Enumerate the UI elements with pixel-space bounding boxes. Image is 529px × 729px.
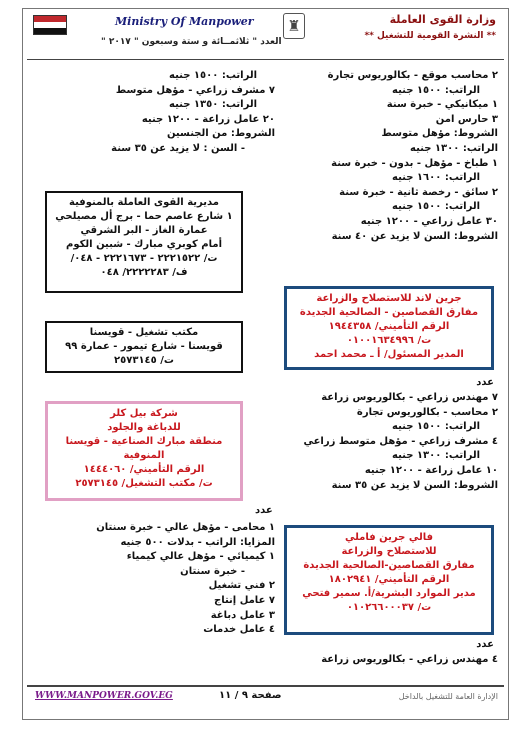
right-jobs-bottom [258, 653, 498, 668]
job-line: ٣ حارس امن [435, 113, 498, 125]
box-line: ت/ ٢٥٧٣١٤٥ [114, 355, 174, 366]
job-line: ٤ مشرف زراعي - مؤهل متوسط زراعي [303, 435, 498, 447]
box-line: المدير المسئول/ أ ـ محمد احمد [314, 349, 464, 360]
count-header: عدد [476, 639, 494, 650]
job-line: ٢ محاسب موقع - بكالوريوس تجارة [327, 70, 498, 81]
ministry-title-ar: وزارة القوى العاملة [389, 13, 496, 26]
job-line: الراتب: ١٣٠٠ جنيه [392, 450, 480, 462]
job-line: الراتب: ١٣٠٠ جنيه [410, 142, 498, 154]
job-line: الشروط: السن لا يزيد عن ٤٠ سنة [331, 230, 498, 242]
job-line: ٢٠ عامل زراعة - ١٢٠٠ جنيه [141, 113, 275, 125]
job-line: الراتب: ١٥٠٠ جنيه [392, 201, 480, 213]
ministry-title-en: Ministry Of Manpower [115, 15, 254, 28]
job-line: ٧ عامل إنتاج [213, 594, 275, 606]
box-line: ت/ ٠١٠٢٦٦٠٠٠٣٧ [346, 602, 432, 613]
job-line: الراتب: ١٥٠٠ جنيه [392, 421, 480, 433]
job-line: ٢ سائق - رخصة ثانية - خبرة سنة [339, 186, 498, 198]
job-line: ٢ محاسب - بكالوريوس تجارة [356, 406, 498, 418]
box-line: مفارق القصاصين-الصالحية الجديدة [303, 560, 475, 571]
footer-admin-name: الإدارة العامة للتشغيل بالداخل [398, 692, 498, 701]
box-line: فالي جرين فاملي [344, 532, 433, 543]
box-line: مفارق القصاصين - الصالحية الجديدة [299, 307, 479, 318]
valley-green-company-box [284, 525, 494, 635]
job-line: ٢ فني تشغيل [208, 580, 275, 592]
box-line: جرين لاند للاستصلاح والزراعة [316, 293, 462, 304]
directorate-contact-box [45, 191, 243, 293]
box-line: المنوفية [123, 450, 165, 461]
box-line: مديرية القوى العاملة بالمنوفية [69, 197, 219, 208]
job-line: ٧ مشرف زراعي - مؤهل متوسط [115, 84, 275, 96]
job-line: الراتب: ١٣٥٠ جنيه [169, 99, 257, 111]
left-jobs-bottom [35, 521, 275, 638]
website-link[interactable]: WWW.MANPOWER.GOV.EG [35, 691, 173, 701]
job-line: ٤ مهندس زراعي - بكالوريوس زراعة [321, 654, 498, 665]
page [22, 8, 509, 720]
box-line: أمام كوبري مبارك - شبين الكوم [65, 239, 223, 250]
page-number: صفحة ٩ / ١١ [219, 690, 282, 701]
job-line: ٧ مهندس زراعي - بكالوريوس زراعة [321, 392, 498, 403]
box-line: للدباغة والجلود [107, 422, 181, 433]
right-jobs-top [288, 69, 498, 244]
egypt-flag-icon [33, 15, 67, 35]
job-line: المزايا: الراتب - بدلات ٥٠٠ جنيه [120, 536, 275, 548]
bulletin-title: ** النشرة القومية للتشغيل ** [364, 31, 496, 41]
job-line: الشروط: السن لا يزيد عن ٣٥ سنة [331, 479, 498, 491]
count-header: عدد [255, 505, 273, 516]
footer-divider [27, 685, 504, 687]
job-line: ١ ميكانيكي - خبرة سنة [386, 99, 498, 111]
job-line: ١ طباخ - مؤهل - بدون - خبرة سنة [331, 157, 498, 169]
quesna-office-box [45, 321, 243, 373]
job-line: الراتب: ١٦٠٠ جنيه [392, 172, 480, 184]
box-line: قويسنا - شارع تيمور - عمارة ٩٩ [65, 341, 223, 352]
bell-color-company-box [45, 401, 243, 501]
box-line: ف/ ٢٢٢٢٢٨٣/ ٠٤٨ [100, 267, 188, 278]
box-line: منطقة مبارك الصناعية - قويسنا [65, 436, 223, 447]
box-line: شركة بيل كلر [110, 408, 178, 419]
box-line: مكتب تشغيل - قويسنا [89, 327, 199, 338]
job-line: - خبرة سنتان [180, 565, 245, 577]
box-line: ١ شارع عاصم حما - برج أل مصيلحي [55, 211, 233, 222]
box-line: ت/ ٢٢٢١٥٢٢ - ٢٢٢١٦٧٣ - ٠٤٨/ [70, 253, 218, 264]
box-line: الرقم التأميني/ ١٩٤٤٣٥٨ [328, 321, 450, 332]
box-line: ت/ مكتب التشغيل/ ٢٥٧٣١٤٥ [75, 478, 213, 489]
greenland-company-box [284, 286, 494, 370]
box-line: الرقم التأميني/ ١٨٠٢٩٤١ [328, 574, 450, 585]
box-line: الرقم التأميني/ ١٤٤٤٠٦٠ [83, 464, 205, 475]
right-jobs-mid [258, 391, 498, 493]
job-line: ٤ عامل خدمات [203, 624, 275, 636]
issue-number: العدد " ثلاثمــائة و ستة وسبعون " ٢٠١٧ " [101, 37, 282, 47]
box-line: عمارة الغاز - البر الشرقي [80, 225, 208, 236]
job-line: ٣ عامل دباغة [210, 609, 275, 621]
box-line: للاستصلاح والزراعة [341, 546, 437, 557]
job-line: - السن : لا يزيد عن ٣٥ سنة [111, 142, 245, 154]
job-line: الراتب: ١٥٠٠ جنيه [392, 84, 480, 96]
box-line: ت/ ٠١٠٠١٦٣٤٩٩٦ [346, 335, 432, 346]
job-line: ١ كيميائي - مؤهل عالي كيمياء [126, 551, 275, 563]
left-jobs-top [35, 69, 275, 157]
header-divider [27, 59, 504, 60]
count-header: عدد [476, 377, 494, 388]
job-line: الشروط: مؤهل متوسط [381, 128, 498, 140]
ministry-emblem-icon: ♜ [283, 13, 305, 39]
job-line: ١٠ عامل زراعة - ١٢٠٠ جنيه [364, 464, 498, 476]
job-line: ٣٠ عامل زراعي - ١٢٠٠ جنيه [360, 215, 498, 227]
job-line: الشروط: من الجنسين [166, 128, 275, 140]
job-line: ١ محامى - مؤهل عالي - خبرة سنتان [96, 522, 275, 533]
page-header [23, 9, 508, 61]
box-line: مدير الموارد البشرية/أ. سمير فتحي [302, 588, 476, 599]
job-line: الراتب: ١٥٠٠ جنيه [169, 70, 257, 81]
